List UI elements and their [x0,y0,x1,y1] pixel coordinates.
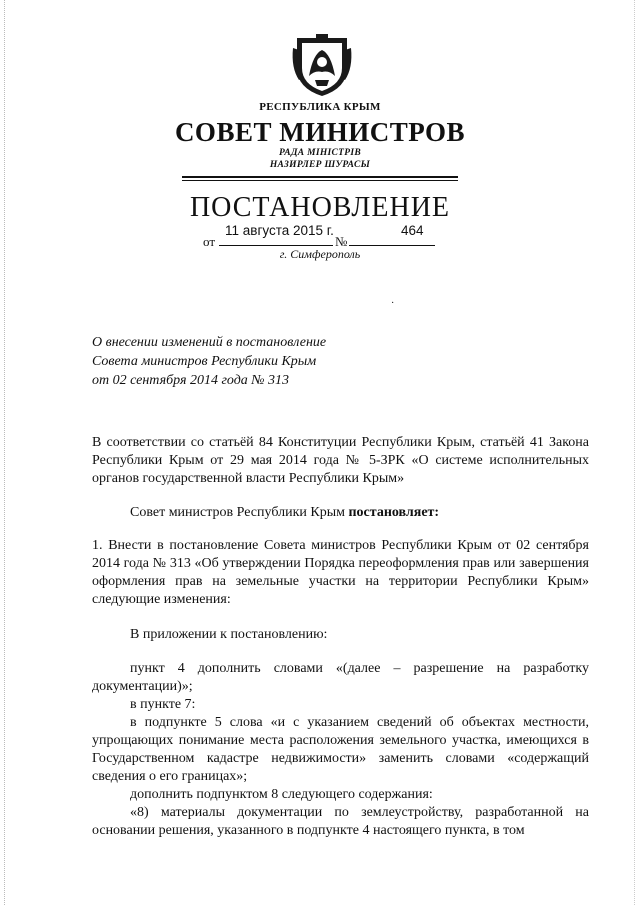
subject-line: О внесении изменений в постановление [92,335,327,350]
appendix-paragraph: В приложении к постановлению: [130,627,328,642]
document-city: г. Симферополь [279,247,361,261]
amendment-line: в подпункте 5 слова «и с указанием сведений об объектах местности, упрощающих понимание места расположения земельного участка, имеющихся в Государственном кадастре недвижимости» заменить словами «содержащий сведения о его границах»; [92,715,589,784]
amendment-line: «8) материалы документации по землеустройству, разработанной на основании решения, указанного в подпункте 4 настоящего пункта, в том [92,805,589,838]
amendment-line: в пункте 7: [130,697,196,712]
document-date: 11 августа 2015 г. [225,223,334,238]
decree-keyword: постановляет: [348,505,440,520]
document-number: 464 [401,223,424,238]
document-type: ПОСТАНОВЛЕНИЕ [189,192,451,223]
republic-name: РЕСПУБЛИКА КРЫМ [259,101,381,113]
document-subject [92,333,326,390]
amendment-line: пункт 4 дополнить словами «(далее – разрешение на разработку документации)»; [92,661,589,694]
number-sign: № [335,234,348,249]
subject-line: Совета министров Республики Крым [92,354,317,369]
header-divider [182,176,458,178]
decree-text: Совет министров Республики Крым [130,505,349,520]
margin-mark: · [391,298,395,309]
number-underline [349,245,435,246]
date-number-line [203,225,433,247]
council-title: СОВЕТ МИНИСТРОВ [174,117,466,147]
council-title-ukrainian: РАДА МІНІСТРІВ [278,148,362,158]
date-underline [219,245,333,246]
amendments-list [92,660,589,840]
item-1-paragraph: 1. Внести в постановление Совета министров Республики Крым от 02 сентября 2014 года № 313 «Об утверждении Порядка переоформления прав или завершения оформления прав на земельные участки на территории Республики Крым» следующие изменения: [92,538,589,607]
decree-paragraph [92,504,589,522]
amendment-line: дополнить подпунктом 8 следующего содержания: [130,787,433,802]
subject-line: от 02 сентября 2014 года № 313 [92,373,290,388]
date-prefix: от [203,234,216,249]
council-title-crimean-tatar: НАЗИРЛЕР ШУРАСЫ [269,160,371,170]
crimea-coat-of-arms-icon [291,34,353,98]
preamble-paragraph: В соответствии со статьёй 84 Конституции Республики Крым, статьёй 41 Закона Республики Крым от 29 мая 2014 года № 5-ЗРК «О системе исполнительных органов государственной власти Республики Крым» [92,435,589,486]
header-divider-thin [182,180,458,181]
